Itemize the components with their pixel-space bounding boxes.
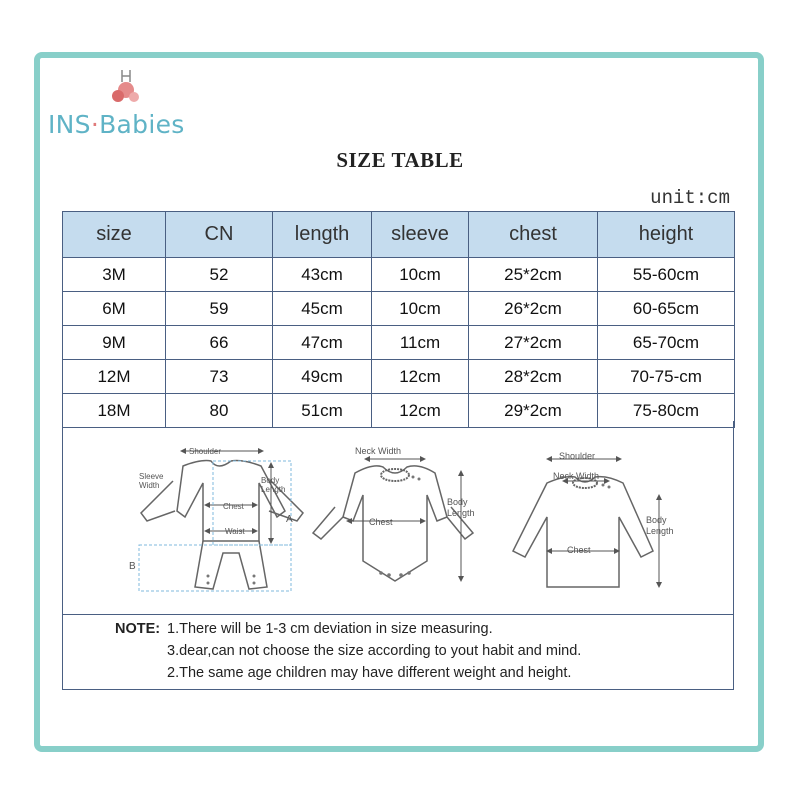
note-line: 1.There will be 1-3 cm deviation in size measuring.	[167, 621, 493, 637]
header-cn: CN	[166, 212, 273, 258]
unit-label: unit:cm	[650, 187, 730, 209]
note-line: 2.The same age children may have different weight and height.	[167, 665, 572, 681]
top-shoulder-label: Shoulder	[559, 451, 596, 461]
cell-size: 6M	[63, 292, 166, 326]
bodysuit-diagram	[313, 446, 475, 581]
cell-cn: 59	[166, 292, 273, 326]
romper-body-label: Body	[261, 476, 280, 485]
notes-label: NOTE:	[115, 621, 161, 637]
romper-waist-label: Waist	[225, 527, 245, 536]
brand-name: INS·Babies	[48, 110, 185, 139]
romper-chest-label: Chest	[223, 502, 244, 511]
cell-sleeve: 12cm	[372, 394, 469, 428]
top-diagram	[513, 451, 674, 587]
cell-chest: 29*2cm	[469, 394, 598, 428]
cell-length: 45cm	[273, 292, 372, 326]
cell-cn: 52	[166, 258, 273, 292]
romper-length-label: Length	[261, 485, 286, 494]
cell-height: 65-70cm	[598, 326, 735, 360]
table-header-row	[63, 212, 735, 258]
cell-sleeve: 12cm	[372, 360, 469, 394]
cell-size: 3M	[63, 258, 166, 292]
top-body-label: Body	[646, 515, 667, 525]
cell-length: 47cm	[273, 326, 372, 360]
cell-size: 12M	[63, 360, 166, 394]
bodysuit-neck-label: Neck Width	[355, 446, 402, 456]
cell-chest: 28*2cm	[469, 360, 598, 394]
header-height: height	[598, 212, 735, 258]
header-size: size	[63, 212, 166, 258]
note-line: 3.dear,can not choose the size according to yout habit and mind.	[167, 643, 582, 659]
table-row	[63, 292, 735, 326]
notes-section	[62, 614, 734, 690]
romper-shoulder-label: Shoulder	[189, 447, 222, 456]
bodysuit-chest-label: Chest	[369, 517, 393, 527]
romper-diagram	[129, 447, 303, 591]
table-row	[63, 360, 735, 394]
top-neck-label: Neck Width	[553, 471, 600, 481]
cell-cn: 66	[166, 326, 273, 360]
cell-sleeve: 10cm	[372, 292, 469, 326]
romper-sleeve-label: Sleeve	[139, 472, 164, 481]
cell-length: 43cm	[273, 258, 372, 292]
cell-chest: 26*2cm	[469, 292, 598, 326]
cell-height: 70-75-cm	[598, 360, 735, 394]
cell-size: 18M	[63, 394, 166, 428]
cell-height: 75-80cm	[598, 394, 735, 428]
header-chest: chest	[469, 212, 598, 258]
cell-chest: 27*2cm	[469, 326, 598, 360]
cell-height: 55-60cm	[598, 258, 735, 292]
cell-height: 60-65cm	[598, 292, 735, 326]
romper-b-label: B	[129, 561, 136, 572]
table-row	[63, 326, 735, 360]
table-row	[63, 258, 735, 292]
header-sleeve: sleeve	[372, 212, 469, 258]
top-chest-label: Chest	[567, 545, 591, 555]
top-length-label: Length	[646, 526, 674, 536]
page-title: SIZE TABLE	[336, 148, 464, 172]
cell-length: 51cm	[273, 394, 372, 428]
cell-chest: 25*2cm	[469, 258, 598, 292]
cell-cn: 80	[166, 394, 273, 428]
bodysuit-length-label: Length	[447, 508, 475, 518]
size-table	[62, 211, 734, 428]
romper-width-label: Width	[139, 481, 160, 490]
header-length: length	[273, 212, 372, 258]
cell-size: 9M	[63, 326, 166, 360]
bodysuit-body-label: Body	[447, 497, 468, 507]
cell-length: 49cm	[273, 360, 372, 394]
cell-cn: 73	[166, 360, 273, 394]
brand-logo	[48, 68, 208, 138]
rabbit-logo-icon	[108, 68, 144, 106]
romper-a-label: A	[286, 514, 293, 525]
cell-sleeve: 10cm	[372, 258, 469, 292]
measurement-diagrams	[62, 421, 734, 615]
cell-sleeve: 11cm	[372, 326, 469, 360]
